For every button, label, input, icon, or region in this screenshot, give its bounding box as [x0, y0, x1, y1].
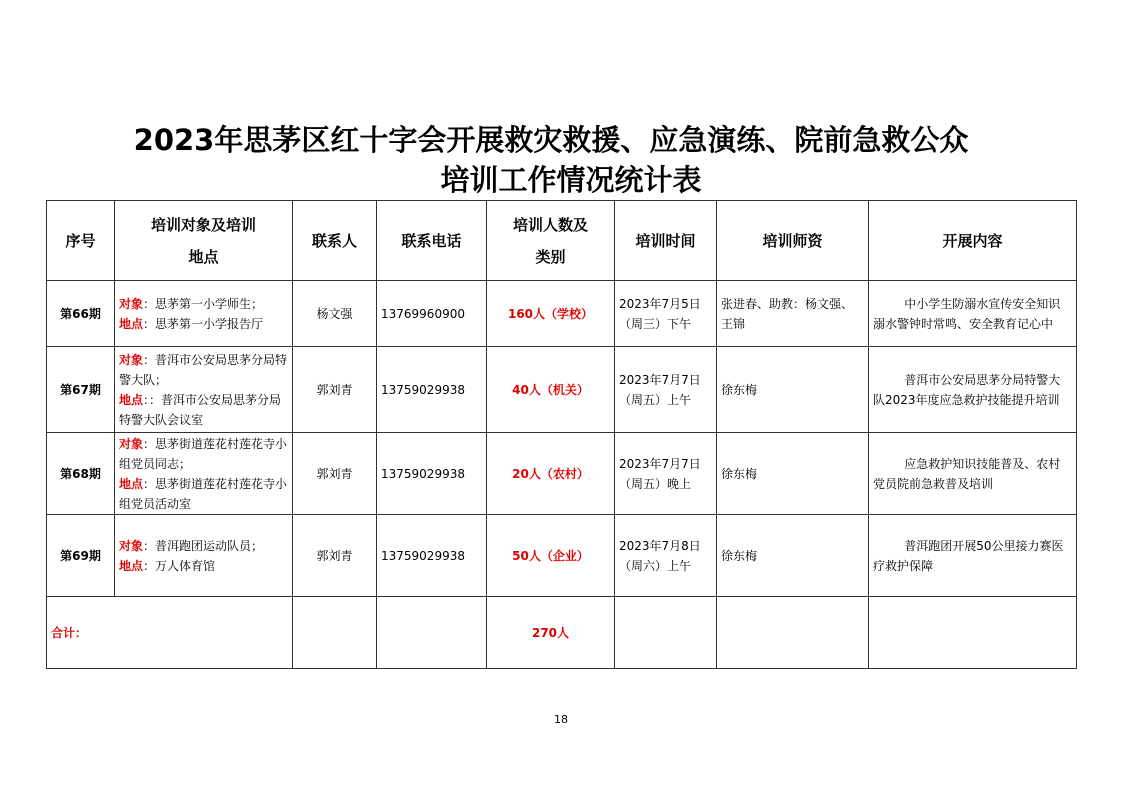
place-text: 思茅第一小学报告厅: [155, 316, 264, 331]
header-people-line2: 类别: [535, 247, 566, 266]
header-row: [47, 201, 1077, 281]
row-target-place: [115, 281, 293, 347]
row-phone: 13759029938: [377, 515, 487, 597]
page-subtitle: 培训工作情况统计表: [440, 163, 702, 197]
target-text: 思茅第一小学师生；: [155, 296, 264, 311]
row-no: 第69期: [47, 515, 115, 597]
row-trainer: 徐东梅: [717, 515, 869, 597]
statistics-table: [46, 200, 1077, 669]
place-label: 地点: [119, 476, 144, 491]
row-trainer: 徐东梅: [717, 433, 869, 515]
row-people: 40人（机关）: [487, 347, 615, 433]
target-label: 对象: [119, 436, 144, 451]
row-no: 第66期: [47, 281, 115, 347]
table-row: [47, 347, 1077, 433]
row-time: 2023年7月5日（周三）下午: [615, 281, 717, 347]
row-target-place: [115, 347, 293, 433]
row-contact: 杨文强: [293, 281, 377, 347]
total-empty-cell: [377, 597, 487, 669]
row-no: 第67期: [47, 347, 115, 433]
place-label: 地点: [119, 392, 144, 407]
target-label: 对象: [119, 352, 144, 367]
row-people: 20人（农村）: [487, 433, 615, 515]
target-colon: ：: [143, 436, 156, 451]
target-colon: ：: [143, 352, 156, 367]
place-text: 思茅街道莲花村莲花寺小组党员活动室: [119, 476, 288, 511]
row-target-place: [115, 433, 293, 515]
total-label: 合计：: [47, 597, 293, 669]
page-title: 2023年思茅区红十字会开展救灾救援、应急演练、院前急救公众: [133, 123, 969, 157]
row-contact: 郭刘青: [293, 433, 377, 515]
header-target-line1: 培训对象及培训: [150, 215, 256, 234]
total-row: [47, 597, 1077, 669]
row-phone: 13769960900: [377, 281, 487, 347]
place-text: 万人体育馆: [155, 558, 216, 573]
row-phone: 13759029938: [377, 433, 487, 515]
header-phone: 联系电话: [377, 201, 487, 281]
row-people: 160人（学校）: [487, 281, 615, 347]
header-people: [487, 201, 615, 281]
row-content: 普洱市公安局思茅分局特警大队2023年度应急救护技能提升培训: [869, 347, 1077, 433]
total-empty-cell: [869, 597, 1077, 669]
total-value: 270人: [487, 597, 615, 669]
total-empty-cell: [615, 597, 717, 669]
table-row: [47, 515, 1077, 597]
target-text: 普洱市公安局思茅分局特警大队；: [119, 352, 288, 387]
place-label: 地点: [119, 316, 144, 331]
target-text: 普洱跑团运动队员；: [155, 538, 264, 553]
row-phone: 13759029938: [377, 347, 487, 433]
row-content: 中小学生防溺水宣传安全知识溺水警钟时常鸣、安全教育记心中: [869, 281, 1077, 347]
row-trainer: 徐东梅: [717, 347, 869, 433]
row-no: 第68期: [47, 433, 115, 515]
target-label: 对象: [119, 538, 144, 553]
target-text: 思茅街道莲花村莲花寺小组党员同志；: [119, 436, 288, 471]
header-target: [115, 201, 293, 281]
table-row: [47, 281, 1077, 347]
row-contact: 郭刘青: [293, 347, 377, 433]
total-empty-cell: [293, 597, 377, 669]
target-colon: ：: [143, 538, 156, 553]
row-time: 2023年7月7日（周五）上午: [615, 347, 717, 433]
header-content: 开展内容: [869, 201, 1077, 281]
target-label: 对象: [119, 296, 144, 311]
row-content: 应急救护知识技能普及、农村党员院前急救普及培训: [869, 433, 1077, 515]
row-target-place: [115, 515, 293, 597]
header-time: 培训时间: [615, 201, 717, 281]
row-time: 2023年7月7日（周五）晚上: [615, 433, 717, 515]
row-contact: 郭刘青: [293, 515, 377, 597]
page-number: 18: [554, 713, 568, 726]
row-people: 50人（企业）: [487, 515, 615, 597]
row-content: 普洱跑团开展50公里接力赛医疗救护保障: [869, 515, 1077, 597]
place-colon: ：: [143, 558, 156, 573]
row-trainer: 张进春、助教：杨文强、王锦: [717, 281, 869, 347]
table-row: [47, 433, 1077, 515]
header-no: 序号: [47, 201, 115, 281]
place-colon: ：: [143, 316, 156, 331]
place-label: 地点: [119, 558, 144, 573]
place-colon: ：: [143, 476, 156, 491]
total-empty-cell: [717, 597, 869, 669]
header-target-line2: 地点: [188, 247, 219, 266]
row-time: 2023年7月8日（周六）上午: [615, 515, 717, 597]
header-trainer: 培训师资: [717, 201, 869, 281]
place-colon: ：: [143, 392, 150, 407]
place-text: ：普洱市公安局思茅分局特警大队会议室: [119, 392, 282, 427]
header-contact: 联系人: [293, 201, 377, 281]
header-people-line1: 培训人数及: [512, 215, 588, 234]
target-colon: ：: [143, 296, 156, 311]
